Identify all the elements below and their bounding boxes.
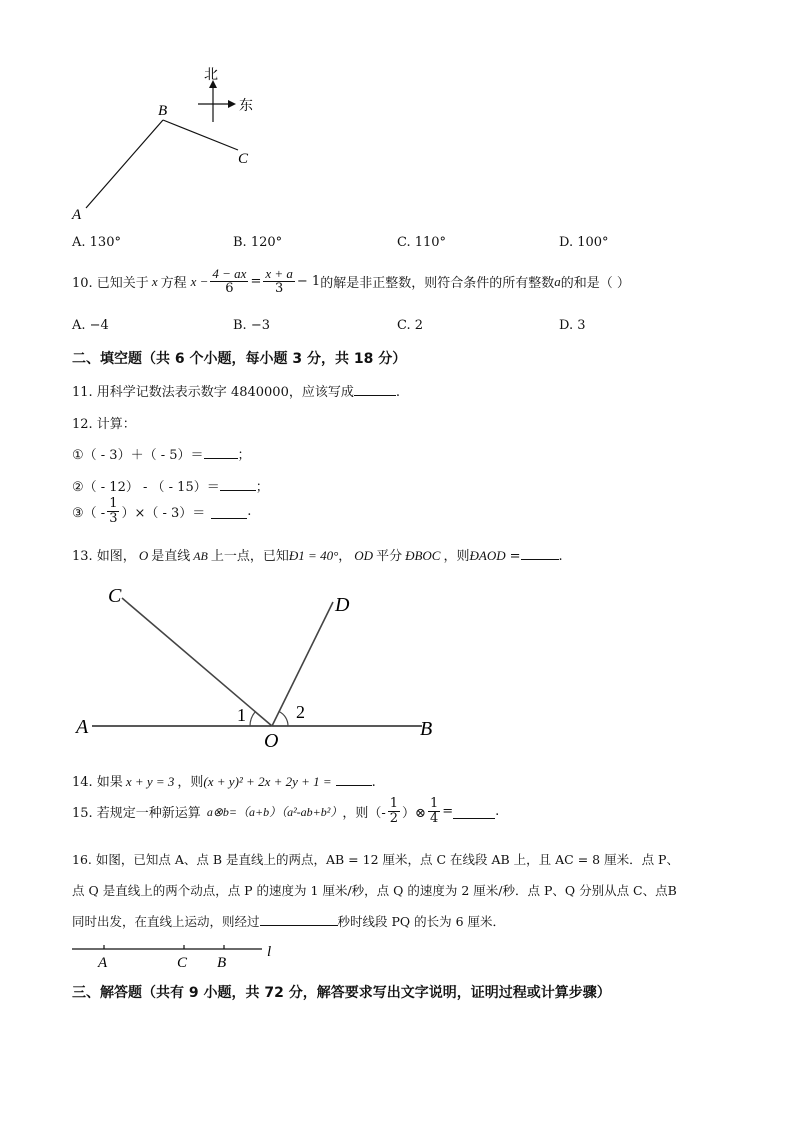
q10-f2-numerator: x + a <box>265 266 293 281</box>
fig13-label-o: O <box>264 730 279 750</box>
q12-l1-text: ①（ - 3）＋（ - 5）＝ <box>72 448 204 463</box>
question-10 <box>72 267 630 297</box>
q12-l2-blank[interactable] <box>220 477 256 491</box>
q10-f1-denominator: 6 <box>225 281 234 297</box>
q12-l3-end: . <box>247 504 252 520</box>
figure-q9 <box>60 60 280 230</box>
q12-l2-end: ； <box>255 480 269 495</box>
q11-text: 11. 用科学记数法表示数字 4840000，应该写成 <box>72 385 354 400</box>
q12-l3-fraction <box>107 497 119 527</box>
q14-p1: 14. 如果 <box>72 775 123 790</box>
q14-condition: x + y = 3 <box>125 774 175 789</box>
q15-f1-denominator: 2 <box>389 811 399 827</box>
q12-line-1 <box>72 444 251 463</box>
figure-q13 <box>70 580 450 750</box>
q14-end: . <box>371 775 376 790</box>
q12-l3-numerator: 1 <box>109 496 118 511</box>
fig13-label-a: A <box>76 716 89 738</box>
segment-ab <box>86 120 163 208</box>
q16-line-2: 点 Q 是直线上的两个动点，点 P 的速度为 1 厘米/秒，点 Q 的速度为 2 厘米/秒．点 P、Q 分别从点 C、点B <box>72 883 677 898</box>
q12-l1-end: ； <box>237 448 251 463</box>
q10-option-c: C. 2 <box>397 318 424 333</box>
q16-line-3 <box>72 912 505 930</box>
fig13-label-1: 1 <box>237 705 246 725</box>
q10-suffix: 的解是非正整数，则符合条件的所有整数 <box>320 276 555 292</box>
q13-p2: 是直线 <box>151 549 191 564</box>
q15-f1-numerator: 1 <box>389 796 399 811</box>
section-3-heading: 三、解答题（共有 9 小题，共 72 分，解答要求写出文字说明，证明过程或计算步骤） <box>72 985 611 1001</box>
q15-p3: ）⊗ <box>402 806 426 822</box>
q10-fraction-2 <box>263 267 295 297</box>
q15-definition: a⊗b=（a+b）（a²-ab+b²） <box>206 805 343 820</box>
q16-line-3-post: 秒时线段 PQ 的长为 6 厘米． <box>337 914 506 929</box>
q12-l3-post: ）×（ - 3）＝ <box>121 506 206 522</box>
q12-l1-blank[interactable] <box>204 445 238 459</box>
q9-option-d: D. 100° <box>559 235 609 250</box>
q10-option-d: D. 3 <box>559 318 586 333</box>
figure-q16 <box>66 938 286 970</box>
compass-east-label: 东 <box>239 99 253 114</box>
east-arrow-head <box>228 100 236 108</box>
q15-p4: = <box>442 804 454 820</box>
q15-answer-blank[interactable] <box>453 805 495 819</box>
q13-end: . <box>558 549 563 564</box>
q13-o: O <box>138 548 149 563</box>
q10-option-a: A. −4 <box>72 318 109 333</box>
q12-l2-text: ②（ - 12） - （ - 15）＝ <box>72 480 220 495</box>
q14-expression: (x + y)² + 2x + 2y + 1 = <box>203 774 332 789</box>
q10-x-minus: x − <box>190 273 209 289</box>
question-11 <box>72 381 400 400</box>
q10-tail: 的和是（ ） <box>560 276 630 292</box>
question-13 <box>72 545 563 564</box>
q13-aod: ÐAOD <box>469 548 506 563</box>
q15-f2-numerator: 1 <box>429 796 439 811</box>
q16-answer-blank[interactable] <box>260 912 338 926</box>
q12-title: 12. 计算： <box>72 417 136 432</box>
q9-option-c: C. 110° <box>397 235 447 250</box>
question-15 <box>72 797 499 827</box>
q10-mid: 方程 <box>160 276 187 292</box>
q13-od: OD <box>354 548 374 563</box>
arc-angle-1 <box>250 712 256 727</box>
q12-l3-blank[interactable] <box>211 505 247 519</box>
point-a-label: A <box>72 207 82 223</box>
q15-f2-denominator: 4 <box>429 811 439 827</box>
fig16-label-b: B <box>217 955 227 970</box>
q13-boc: ÐBOC <box>405 548 441 563</box>
q13-angle1: Ð1 = 40° <box>288 548 339 563</box>
q10-prefix: 10. 已知关于 <box>72 276 149 292</box>
q10-var-x: x <box>151 273 158 289</box>
q13-p4: ， <box>338 549 352 564</box>
q13-answer-blank[interactable] <box>521 546 559 560</box>
q11-answer-blank[interactable] <box>354 382 396 396</box>
q13-p6: ，则 <box>443 549 470 564</box>
q11-end: . <box>395 385 400 400</box>
q12-l3-pre: ③（ - <box>72 506 106 522</box>
ray-oc <box>122 598 272 726</box>
q9-option-b: B. 120° <box>233 235 283 250</box>
q15-p2: ，则（- <box>342 806 386 822</box>
compass-north-label: 北 <box>204 68 218 83</box>
fig16-label-l: l <box>267 944 272 960</box>
q10-var-a: a <box>554 273 561 289</box>
fig13-label-c: C <box>108 585 122 607</box>
q12-l3-denominator: 3 <box>109 511 118 527</box>
point-c-label: C <box>238 151 249 167</box>
q14-answer-blank[interactable] <box>336 772 372 786</box>
section-2-heading: 二、填空题（共 6 个小题，每小题 3 分，共 18 分） <box>72 351 407 367</box>
q10-option-b: B. −3 <box>233 318 270 333</box>
fig13-label-b: B <box>420 718 433 740</box>
q12-line-3 <box>72 497 251 527</box>
fig16-label-c: C <box>177 955 188 970</box>
fig16-label-a: A <box>98 955 108 970</box>
q10-f2-denominator: 3 <box>274 281 284 297</box>
q13-p1: 13. 如图， <box>72 549 136 564</box>
q16-line-1: 16. 如图，已知点 A、点 B 是直线上的两点，AB = 12 厘米，点 C 在线段 AB 上，且 AC = 8 厘米．点 P、 <box>72 852 679 867</box>
q16-line-3-pre: 同时出发，在直线上运动，则经过 <box>72 914 260 929</box>
point-b-label: B <box>158 103 168 119</box>
q10-fraction-1 <box>210 267 248 297</box>
question-14 <box>72 771 376 790</box>
q9-option-a: A. 130° <box>72 235 121 250</box>
q13-p7: = <box>509 549 521 564</box>
q10-f1-numerator: 4 − ax <box>212 266 247 281</box>
q15-fraction-1 <box>388 797 400 827</box>
q15-p1: 15. 若规定一种新运算 <box>72 806 201 822</box>
q12-line-2 <box>72 476 269 495</box>
q13-ab: AB <box>193 549 208 563</box>
segment-bc <box>163 120 238 150</box>
q10-minus-one: − 1 <box>296 274 321 290</box>
q15-fraction-2 <box>428 797 440 827</box>
fig13-label-d: D <box>335 594 350 616</box>
q13-p5: 平分 <box>376 549 403 564</box>
q10-equals: = <box>250 274 262 290</box>
arc-angle-2 <box>279 712 288 727</box>
q13-p3: 上一点，已知 <box>210 549 289 564</box>
q14-p2: ，则 <box>177 775 204 790</box>
q15-end: . <box>495 804 500 820</box>
fig13-label-2: 2 <box>296 702 305 722</box>
